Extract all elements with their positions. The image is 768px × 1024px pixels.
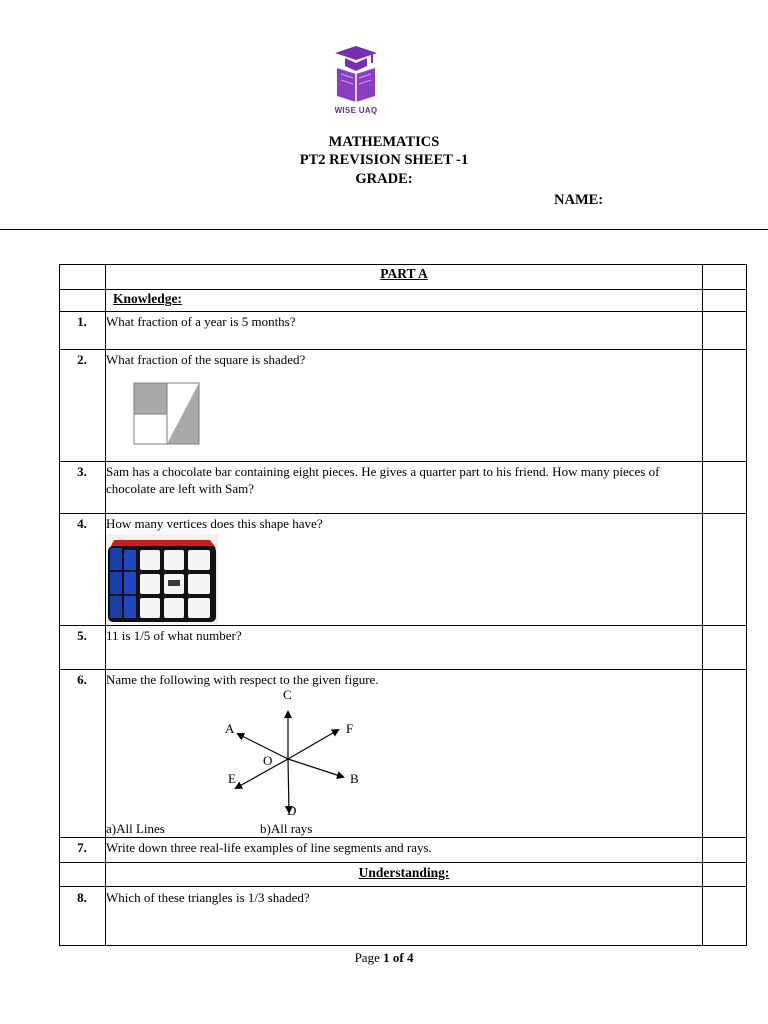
table-row-line <box>59 513 747 514</box>
q6-part-a: a)All Lines <box>106 821 165 836</box>
header-divider <box>0 229 768 230</box>
point-label-a: A <box>225 721 235 736</box>
question-number: 5. <box>77 628 87 643</box>
question-text: How many vertices does this shape have? <box>106 516 323 531</box>
question-text: 11 is 1/5 of what number? <box>106 628 242 643</box>
point-label-d: D <box>287 803 297 818</box>
sheet-title: PT2 REVISION SHEET -1 <box>299 152 469 168</box>
question-text: Write down three real-life examples of line segments and rays. <box>106 840 432 855</box>
question-number: 4. <box>77 516 87 531</box>
page-total: 4 <box>406 950 414 965</box>
table-row-line <box>59 349 747 350</box>
part-a-heading: PART A <box>380 266 428 281</box>
knowledge-heading: Knowledge: <box>113 291 182 306</box>
q6-part-b: b)All rays <box>260 821 313 836</box>
question-text: What fraction of the square is shaded? <box>106 352 306 367</box>
rubiks-cube-image <box>106 534 218 624</box>
table-row-line <box>59 945 747 946</box>
subject-title: MATHEMATICS <box>328 134 440 150</box>
point-label-f: F <box>346 721 354 736</box>
point-label-o: O <box>263 753 273 768</box>
table-row-line <box>59 886 747 887</box>
point-label-e: E <box>228 771 236 786</box>
table-row-line <box>59 837 747 838</box>
logo-text: WISE UAQ <box>334 106 378 115</box>
question-number: 2. <box>77 352 87 367</box>
question-number: 8. <box>77 890 87 905</box>
question-text: Name the following with respect to the given figure. <box>106 672 379 687</box>
question-text: Sam has a chocolate bar containing eight pieces. He gives a quarter part to his friend. How many pieces of chocolate are left with Sam? <box>106 464 660 496</box>
question-text: What fraction of a year is 5 months? <box>106 314 296 329</box>
name-label: NAME: <box>554 192 604 208</box>
question-number: 7. <box>77 840 87 855</box>
question-number: 6. <box>77 672 87 687</box>
question-text: Which of these triangles is 1/3 shaded? <box>106 890 310 905</box>
page-of-word: of <box>389 950 407 965</box>
table-border-right <box>746 264 747 946</box>
page-current: 1 <box>383 950 390 965</box>
graduation-cap-book-icon <box>331 44 381 104</box>
table-row-line <box>59 264 747 265</box>
school-logo <box>326 44 386 118</box>
grade-label: GRADE: <box>355 171 413 187</box>
understanding-heading: Understanding: <box>358 865 450 880</box>
shaded-square-figure <box>133 382 201 446</box>
table-col-divider-2 <box>702 264 703 946</box>
table-row-line <box>59 625 747 626</box>
table-row-line <box>59 669 747 670</box>
point-label-b: B <box>350 771 359 786</box>
question-number: 3. <box>77 464 87 479</box>
table-row-line <box>59 289 747 290</box>
page-footer <box>0 950 768 966</box>
table-row-line <box>59 311 747 312</box>
table-row-line <box>59 862 747 863</box>
point-label-c: C <box>283 687 292 702</box>
table-row-line <box>59 461 747 462</box>
question-number: 1. <box>77 314 87 329</box>
page-word: Page <box>354 950 384 965</box>
lines-rays-figure <box>215 684 375 820</box>
